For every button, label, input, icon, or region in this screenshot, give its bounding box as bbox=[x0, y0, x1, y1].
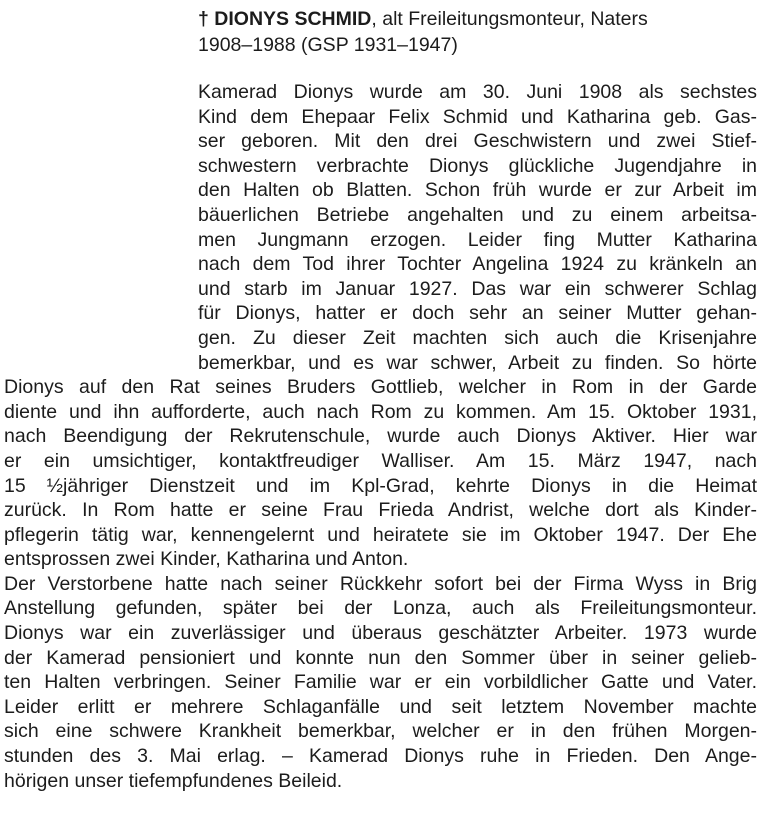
body-line: für Dionys, hatter er doch sehr an seiner Mutter gehan- bbox=[198, 302, 757, 325]
body-line: pflegerin tätig war, kennengelernt und heiratete sie im Oktober 1947. Der Ehe bbox=[4, 523, 757, 546]
obituary-heading bbox=[198, 6, 758, 58]
body-line: der Kamerad pensioniert und konnte nun den Sommer über in seiner gelieb- bbox=[4, 646, 757, 669]
body-line: men Jungmann erzogen. Leider fing Mutter Katharina bbox=[198, 228, 757, 251]
heading-title-rest: , alt Freileitungsmonteur, Naters bbox=[371, 8, 648, 30]
body-line: gen. Zu dieser Zeit machten sich auch die Krisenjahre bbox=[198, 326, 757, 349]
obituary-body bbox=[0, 80, 766, 793]
cross-symbol: † bbox=[198, 8, 209, 30]
heading-dates: 1908–1988 (GSP 1931–1947) bbox=[198, 34, 458, 56]
body-line: zurück. In Rom hatte er seine Frau Frieda Andrist, welche dort als Kinder- bbox=[4, 499, 757, 522]
body-line: nach Beendigung der Rekrutenschule, wurde auch Dionys Aktiver. Hier war bbox=[4, 425, 757, 448]
body-line: Anstellung gefunden, später bei der Lonza, auch als Freileitungsmonteur. bbox=[4, 597, 757, 620]
body-line: den Halten ob Blatten. Schon früh wurde er zur Arbeit im bbox=[198, 179, 757, 202]
body-line: Der Verstorbene hatte nach seiner Rückkehr sofort bei der Firma Wyss in Brig bbox=[4, 572, 757, 595]
body-line: entsprossen zwei Kinder, Katharina und Anton. bbox=[4, 548, 409, 571]
body-line: sich eine schwere Krankheit bemerkbar, welcher er in den frühen Morgen- bbox=[4, 720, 757, 743]
deceased-name: DIONYS SCHMID bbox=[214, 8, 372, 30]
body-line: nach dem Tod ihrer Tochter Angelina 1924 zu kränkeln an bbox=[198, 253, 757, 276]
body-line: diente und ihn aufforderte, auch nach Rom zu kommen. Am 15. Oktober 1931, bbox=[4, 400, 757, 423]
body-line: Dionys auf den Rat seines Bruders Gottlieb, welcher in Rom in der Garde bbox=[4, 376, 757, 399]
heading-title-line bbox=[198, 6, 758, 32]
body-line: ser geboren. Mit den drei Geschwistern und zwei Stief- bbox=[198, 130, 757, 153]
body-line: Dionys war ein zuverlässiger und überaus geschätzter Arbeiter. 1973 wurde bbox=[4, 622, 757, 645]
body-line: stunden des 3. Mai erlag. – Kamerad Dionys ruhe in Frieden. Den Ange- bbox=[4, 745, 757, 768]
body-line: und starb im Januar 1927. Das war ein schwerer Schlag bbox=[198, 277, 757, 300]
body-line: hörigen unser tiefempfundenes Beileid. bbox=[4, 769, 343, 792]
body-line: ten Halten verbringen. Seiner Familie war er ein vorbildlicher Gatte und Vater. bbox=[4, 671, 757, 694]
body-line: er ein umsichtiger, kontaktfreudiger Walliser. Am 15. März 1947, nach bbox=[4, 449, 757, 472]
body-line: 15 ½jähriger Dienstzeit und im Kpl-Grad, kehrte Dionys in die Heimat bbox=[4, 474, 757, 497]
body-line: Kind dem Ehepaar Felix Schmid und Katharina geb. Gas- bbox=[198, 105, 757, 128]
body-line: Kamerad Dionys wurde am 30. Juni 1908 als sechstes bbox=[198, 81, 757, 103]
body-line: bemerkbar, und es war schwer, Arbeit zu finden. So hörte bbox=[198, 351, 757, 374]
body-line: bäuerlichen Betriebe angehalten und zu einem arbeitsa- bbox=[198, 203, 757, 226]
body-line: schwestern verbrachte Dionys glückliche Jugendjahre in bbox=[198, 154, 757, 177]
body-line: Leider erlitt er mehrere Schlaganfälle und seit letztem November machte bbox=[4, 695, 757, 718]
